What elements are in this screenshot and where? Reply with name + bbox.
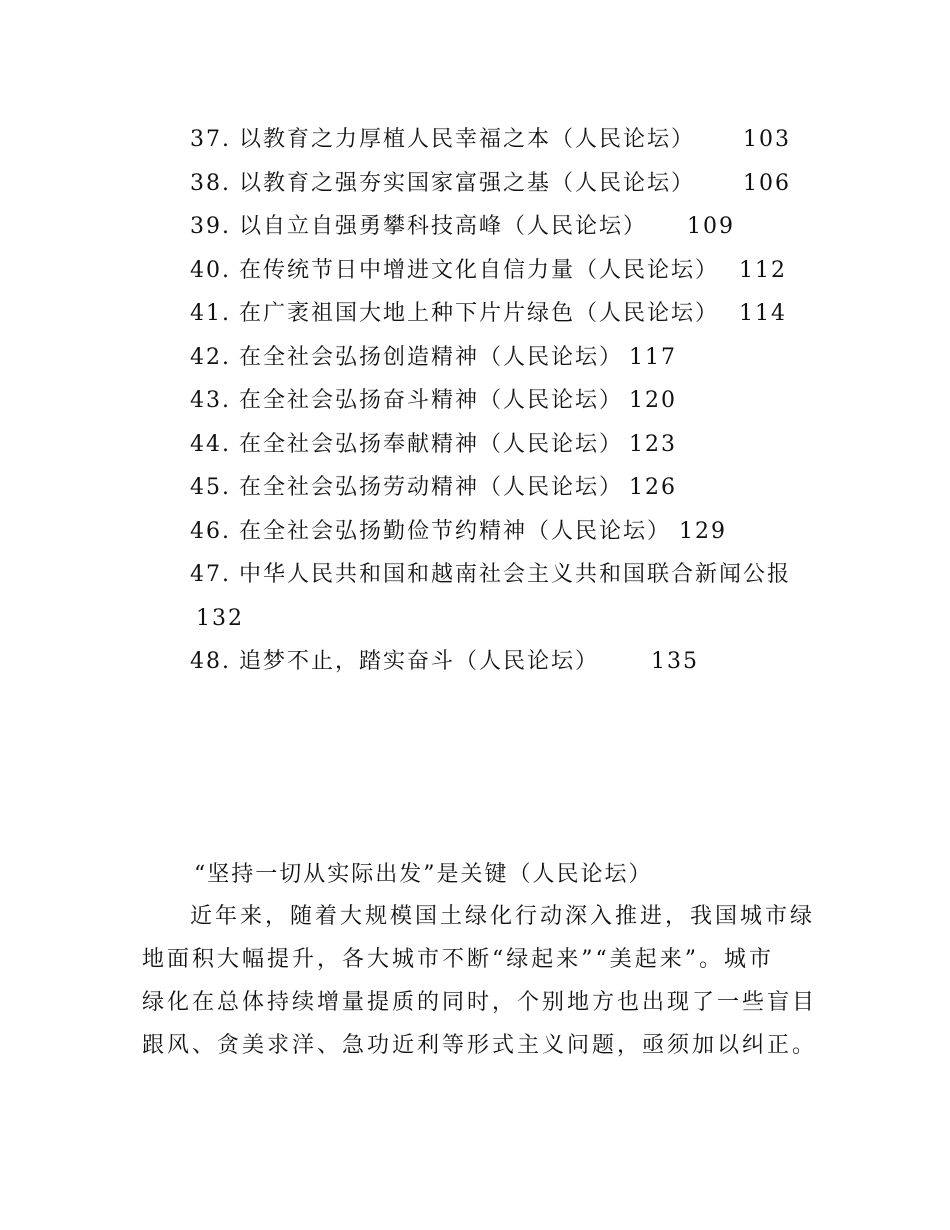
toc-number: 42. bbox=[190, 344, 231, 370]
article-title: “坚持一切从实际出发”是关键（人民论坛） bbox=[194, 862, 653, 887]
article bbox=[142, 855, 822, 1067]
toc-number: 39. bbox=[190, 214, 231, 239]
toc-number: 41. bbox=[190, 301, 231, 326]
toc-page-number: 112 bbox=[739, 257, 788, 283]
toc-number: 48. bbox=[190, 649, 231, 674]
toc-number: 38. bbox=[190, 170, 231, 196]
toc-entry[interactable] bbox=[190, 466, 830, 510]
toc-entry[interactable] bbox=[190, 423, 830, 467]
toc-page-number: 135 bbox=[651, 649, 700, 674]
toc-title: 在全社会弘扬奉献精神（人民论坛） bbox=[239, 431, 624, 457]
toc-page-number: 114 bbox=[739, 301, 788, 326]
toc-entry[interactable] bbox=[190, 118, 830, 162]
toc-title: 以自立自强勇攀科技高峰（人民论坛） bbox=[239, 214, 648, 239]
table-of-contents bbox=[190, 118, 830, 684]
toc-title: 以教育之强夯实国家富强之基（人民论坛） bbox=[239, 170, 696, 196]
toc-number: 43. bbox=[190, 388, 231, 413]
toc-page-number: 129 bbox=[679, 518, 728, 544]
paragraph-line: 地面积大幅提升，各大城市不断“绿起来”“美起来”。城市 bbox=[142, 947, 774, 972]
toc-number: 40. bbox=[190, 257, 231, 283]
toc-entry[interactable] bbox=[190, 553, 830, 597]
toc-title: 在全社会弘扬创造精神（人民论坛） bbox=[239, 344, 624, 370]
toc-number: 47. bbox=[190, 562, 231, 587]
toc-entry[interactable] bbox=[190, 249, 830, 293]
toc-page-number: 106 bbox=[743, 170, 792, 196]
toc-entry[interactable] bbox=[190, 336, 830, 380]
paragraph-line: 近年来，随着大规模国土绿化行动深入推进，我国城市绿 bbox=[190, 904, 816, 929]
toc-page-number: 120 bbox=[629, 388, 678, 413]
toc-page-number: 132 bbox=[196, 605, 244, 631]
toc-title: 在全社会弘扬奋斗精神（人民论坛） bbox=[239, 388, 624, 413]
toc-page-number: 109 bbox=[687, 214, 736, 239]
toc-title: 追梦不止，踏实奋斗（人民论坛） bbox=[239, 649, 600, 674]
toc-entry-continuation[interactable] bbox=[190, 597, 830, 641]
toc-page-number: 117 bbox=[629, 344, 678, 370]
toc-entry[interactable] bbox=[190, 379, 830, 423]
toc-number: 46. bbox=[190, 518, 231, 544]
toc-title: 在全社会弘扬勤俭节约精神（人民论坛） bbox=[239, 518, 672, 544]
toc-entry[interactable] bbox=[190, 510, 830, 554]
toc-title: 在广袤祖国大地上种下片片绿色（人民论坛） bbox=[239, 301, 720, 326]
toc-page-number: 123 bbox=[629, 431, 678, 457]
toc-number: 44. bbox=[190, 431, 231, 457]
toc-page-number: 103 bbox=[743, 127, 792, 152]
toc-entry[interactable] bbox=[190, 640, 830, 684]
toc-entry[interactable] bbox=[190, 205, 830, 249]
toc-number: 45. bbox=[190, 475, 231, 500]
paragraph-line: 跟风、贪美求洋、急功近利等形式主义问题，亟须加以纠正。 bbox=[142, 1033, 818, 1058]
toc-entry[interactable] bbox=[190, 162, 830, 206]
toc-page-number: 126 bbox=[629, 475, 678, 500]
toc-number: 37. bbox=[190, 127, 231, 152]
toc-entry[interactable] bbox=[190, 292, 830, 336]
toc-title: 在传统节日中增进文化自信力量（人民论坛） bbox=[239, 257, 720, 283]
paragraph-line: 绿化在总体持续增量提质的同时，个别地方也出现了一些盲目 bbox=[142, 990, 818, 1015]
toc-title: 中华人民共和国和越南社会主义共和国联合新闻公报 bbox=[239, 562, 792, 587]
toc-title: 以教育之力厚植人民幸福之本（人民论坛） bbox=[239, 127, 696, 152]
toc-title: 在全社会弘扬劳动精神（人民论坛） bbox=[239, 475, 624, 500]
